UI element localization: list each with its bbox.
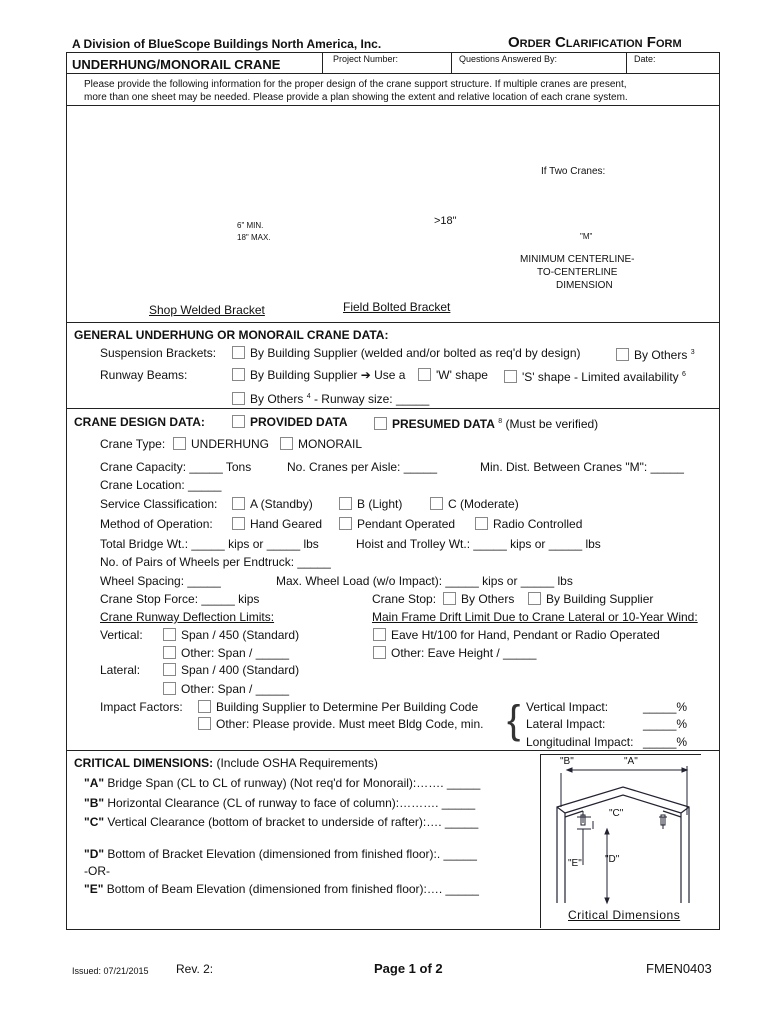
dim-e-field[interactable]: "E" Bottom of Beam Elevation (dimensioned from finished floor):…. _____ bbox=[84, 882, 479, 896]
max-label: 18" MAX. bbox=[237, 233, 271, 242]
stop-by-bs-option[interactable]: By Building Supplier bbox=[528, 592, 653, 606]
w-shape-option[interactable]: 'W' shape bbox=[418, 368, 488, 382]
suspension-label: Suspension Brackets: bbox=[100, 346, 217, 360]
runway-by-bs-option[interactable]: By Building Supplier ➔ Use a bbox=[232, 368, 405, 382]
division-name: A Division of BlueScope Buildings North America, Inc. bbox=[72, 37, 382, 51]
vertical-other-option[interactable]: Other: Span / _____ bbox=[163, 646, 289, 660]
lateral-impact-label: Lateral Impact: bbox=[526, 717, 606, 731]
impact-brace: { bbox=[507, 698, 521, 742]
service-c-option[interactable]: C (Moderate) bbox=[430, 497, 519, 511]
dim-a-field[interactable]: "A" Bridge Span (CL to CL of runway) (Not req'd for Monorail):……. _____ bbox=[84, 776, 481, 790]
deflection-heading: Crane Runway Deflection Limits: bbox=[100, 610, 275, 624]
form-number: FMEN0403 bbox=[646, 961, 712, 976]
dim-c-field[interactable]: "C" Vertical Clearance (bottom of bracket to underside of rafter):…. _____ bbox=[84, 815, 479, 829]
method-label: Method of Operation: bbox=[100, 517, 213, 531]
underhung-option[interactable]: UNDERHUNG bbox=[173, 437, 269, 451]
runway-by-bs-checkbox[interactable] bbox=[232, 368, 245, 381]
min-distance-field[interactable]: Min. Dist. Between Cranes "M": _____ bbox=[480, 460, 684, 474]
fig-caption: Critical Dimensions bbox=[568, 908, 681, 922]
service-b-checkbox[interactable] bbox=[339, 497, 352, 510]
presumed-data-option[interactable]: PRESUMED DATA $^8$ (Must be verified) bbox=[374, 415, 598, 431]
lateral-400-option[interactable]: Span / 400 (Standard) bbox=[163, 663, 299, 677]
design-heading: CRANE DESIGN DATA: bbox=[74, 415, 205, 429]
stop-by-others-option[interactable]: By Others bbox=[443, 592, 514, 606]
building-section-drawing bbox=[541, 755, 701, 928]
cranes-per-aisle-field[interactable]: No. Cranes per Aisle: _____ bbox=[287, 460, 438, 474]
stop-by-bs-checkbox[interactable] bbox=[528, 592, 541, 605]
lateral-label: Lateral: bbox=[100, 663, 141, 677]
monorail-option[interactable]: MONORAIL bbox=[280, 437, 362, 451]
s-shape-option[interactable]: 'S' shape - Limited availability $^6$ bbox=[504, 368, 686, 384]
eave-other-checkbox[interactable] bbox=[373, 646, 386, 659]
vertical-other-checkbox[interactable] bbox=[163, 646, 176, 659]
fig-c-label: "C" bbox=[609, 808, 624, 819]
w-shape-checkbox[interactable] bbox=[418, 368, 431, 381]
eave-100-checkbox[interactable] bbox=[373, 628, 386, 641]
min-cl-line-3: DIMENSION bbox=[556, 280, 613, 291]
suspension-by-bs-checkbox[interactable] bbox=[232, 346, 245, 359]
provided-data-checkbox[interactable] bbox=[232, 415, 245, 428]
fig-d-label: "D" bbox=[605, 854, 620, 865]
lateral-impact-field[interactable]: _____% bbox=[643, 717, 688, 731]
or-label: -OR- bbox=[84, 864, 110, 878]
critical-heading: CRITICAL DIMENSIONS: (Include OSHA Requirements) bbox=[74, 756, 378, 770]
general-heading: GENERAL UNDERHUNG OR MONORAIL CRANE DATA: bbox=[74, 328, 389, 342]
crane-location-field[interactable]: Crane Location: _____ bbox=[100, 478, 222, 492]
date-field[interactable]: Date: bbox=[634, 54, 656, 64]
crane-stop-label: Crane Stop: bbox=[372, 592, 437, 606]
shop-welded-caption: Shop Welded Bracket bbox=[149, 303, 265, 317]
lateral-400-checkbox[interactable] bbox=[163, 663, 176, 676]
vertical-impact-field[interactable]: _____% bbox=[643, 700, 688, 714]
service-a-checkbox[interactable] bbox=[232, 497, 245, 510]
wheel-pairs-field[interactable]: No. of Pairs of Wheels per Endtruck: _____ bbox=[100, 555, 331, 569]
stop-by-others-checkbox[interactable] bbox=[443, 592, 456, 605]
m-label: "M" bbox=[580, 232, 593, 241]
dim-b-field[interactable]: "B" Horizontal Clearance (CL of runway to face of column):………. _____ bbox=[84, 796, 476, 810]
longitudinal-impact-label: Longitudinal Impact: bbox=[526, 735, 634, 749]
drift-heading: Main Frame Drift Limit Due to Crane Lateral or 10-Year Wind: bbox=[372, 610, 698, 624]
s-shape-checkbox[interactable] bbox=[504, 370, 517, 383]
min-cl-line-2: TO-CENTERLINE bbox=[537, 267, 618, 278]
underhung-checkbox[interactable] bbox=[173, 437, 186, 450]
instructions-line-1: Please provide the following information for the proper design of the crane support structure. If multiple cranes are present, bbox=[84, 79, 627, 90]
pendant-checkbox[interactable] bbox=[339, 517, 352, 530]
stop-force-field[interactable]: Crane Stop Force: _____ kips bbox=[100, 592, 260, 606]
project-number-field[interactable]: Project Number: bbox=[333, 54, 399, 64]
crane-type-title: UNDERHUNG/MONORAIL CRANE bbox=[72, 57, 281, 72]
hand-geared-checkbox[interactable] bbox=[232, 517, 245, 530]
form-title: Order Clarification Form bbox=[508, 34, 682, 51]
max-wheel-load-field[interactable]: Max. Wheel Load (w/o Impact): _____ kips or _____ lbs bbox=[276, 574, 573, 588]
issued-date: Issued: 07/21/2015 bbox=[72, 966, 149, 976]
min-cl-line-1: MINIMUM CENTERLINE- bbox=[520, 254, 635, 265]
answered-by-field[interactable]: Questions Answered By: bbox=[459, 54, 558, 64]
field-bolted-caption: Field Bolted Bracket bbox=[343, 300, 451, 314]
suspension-by-others-checkbox[interactable] bbox=[616, 348, 629, 361]
impact-bs-option[interactable]: Building Supplier to Determine Per Building Code bbox=[198, 700, 478, 714]
radio-checkbox[interactable] bbox=[475, 517, 488, 530]
crane-capacity-field[interactable]: Crane Capacity: _____ Tons bbox=[100, 460, 252, 474]
vertical-impact-label: Vertical Impact: bbox=[526, 700, 609, 714]
wheel-spacing-field[interactable]: Wheel Spacing: _____ bbox=[100, 574, 221, 588]
eave-100-option[interactable]: Eave Ht/100 for Hand, Pendant or Radio Operated bbox=[373, 628, 660, 642]
page-number: Page 1 of 2 bbox=[374, 961, 443, 976]
impact-other-checkbox[interactable] bbox=[198, 717, 211, 730]
impact-other-option[interactable]: Other: Please provide. Must meet Bldg Code, min. bbox=[198, 717, 483, 731]
provided-data-option[interactable]: PROVIDED DATA bbox=[232, 415, 348, 429]
service-label: Service Classification: bbox=[100, 497, 218, 511]
fig-a-label: "A" bbox=[624, 756, 638, 767]
presumed-data-checkbox[interactable] bbox=[374, 417, 387, 430]
impact-label: Impact Factors: bbox=[100, 700, 183, 714]
service-c-checkbox[interactable] bbox=[430, 497, 443, 510]
runway-by-others-option[interactable]: By Others $^4$ - Runway size: _____ bbox=[232, 390, 429, 406]
vertical-label: Vertical: bbox=[100, 628, 143, 642]
vertical-450-checkbox[interactable] bbox=[163, 628, 176, 641]
lateral-other-checkbox[interactable] bbox=[163, 682, 176, 695]
gt18-label: >18" bbox=[434, 215, 457, 227]
instructions-line-2: more than one sheet may be needed. Please provide a plan showing the extent and relative location of each crane system. bbox=[84, 92, 628, 103]
dim-d-field[interactable]: "D" Bottom of Bracket Elevation (dimensioned from finished floor):. _____ bbox=[84, 847, 477, 861]
runway-by-others-checkbox[interactable] bbox=[232, 392, 245, 405]
if-two-cranes-label: If Two Cranes: bbox=[541, 166, 606, 177]
hoist-weight-field[interactable]: Hoist and Trolley Wt.: _____ kips or _____ lbs bbox=[356, 537, 601, 551]
eave-other-option[interactable]: Other: Eave Height / _____ bbox=[373, 646, 536, 660]
service-a-option[interactable]: A (Standby) bbox=[232, 497, 313, 511]
longitudinal-impact-field[interactable]: _____% bbox=[643, 735, 688, 749]
suspension-by-bs-option[interactable]: By Building Supplier (welded and/or bolted as req'd by design) bbox=[232, 346, 581, 360]
service-b-option[interactable]: B (Light) bbox=[339, 497, 402, 511]
radio-option[interactable]: Radio Controlled bbox=[475, 517, 582, 531]
runway-label: Runway Beams: bbox=[100, 368, 188, 382]
critical-dimensions-figure bbox=[540, 754, 701, 928]
hand-geared-option[interactable]: Hand Geared bbox=[232, 517, 322, 531]
crane-type-label: Crane Type: bbox=[100, 437, 166, 451]
min-label: 6" MIN. bbox=[237, 221, 264, 230]
bridge-weight-field[interactable]: Total Bridge Wt.: _____ kips or _____ lbs bbox=[100, 537, 319, 551]
fig-e-label: "E" bbox=[568, 858, 582, 869]
revision: Rev. 2: bbox=[176, 962, 214, 976]
vertical-450-option[interactable]: Span / 450 (Standard) bbox=[163, 628, 299, 642]
pendant-option[interactable]: Pendant Operated bbox=[339, 517, 455, 531]
fig-b-label: "B" bbox=[560, 756, 574, 767]
monorail-checkbox[interactable] bbox=[280, 437, 293, 450]
suspension-by-others-option[interactable]: By Others $^3$ bbox=[616, 346, 695, 362]
impact-bs-checkbox[interactable] bbox=[198, 700, 211, 713]
lateral-other-option[interactable]: Other: Span / _____ bbox=[163, 682, 289, 696]
